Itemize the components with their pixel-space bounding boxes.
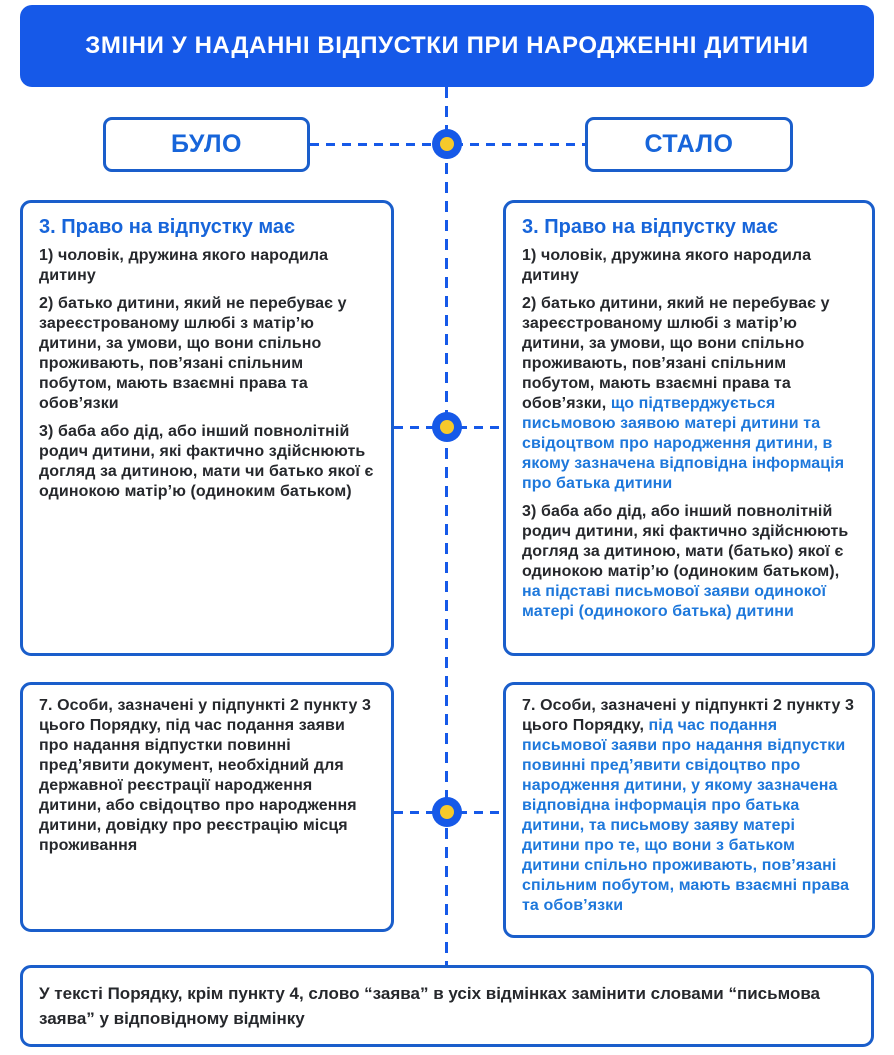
label-after-text: СТАЛО [644, 130, 734, 158]
section-body [522, 246, 857, 622]
connector-node-icon [432, 129, 462, 159]
label-before-text: БУЛО [171, 130, 242, 158]
before-point-7-box [20, 682, 394, 932]
after-point-3-box [503, 200, 875, 656]
connector-node-core [440, 420, 454, 434]
body-text: 2) батько дитини, який не перебуває у зареєстрованому шлюбі з матір’ю дитини, за умови, що вони спільно проживають, пов’язані спільним побутом, мають взаємні права та обов’язки, [522, 295, 830, 412]
page-title: ЗМІНИ У НАДАННІ ВІДПУСТКИ ПРИ НАРОДЖЕННІ ДИТИНИ [85, 32, 809, 59]
before-point-3-box [20, 200, 394, 656]
highlighted-text: під час подання письмової заяви про надання відпустки повинні пред’явити свідоцтво про народження дитини, у якому зазначена відповідна інформація про батька дитини, та письмову заяву матері дитини про те, що вони з батьком дитини спільно проживають, пов’язані спільним побутом, мають взаємні права та обов’язки [522, 717, 850, 914]
paragraph [522, 294, 857, 494]
section-heading: 3. Право на відпустку має [522, 216, 779, 238]
paragraph [39, 294, 376, 414]
body-text: 3) баба або дід, або інший повнолітній родич дитини, які фактично здійснюють догляд за дитиною, мати (батько) якої є одинокою матір’ю (одиноким батьком), [522, 503, 849, 580]
header-banner [20, 5, 874, 87]
body-text: 1) чоловік, дружина якого народила дитину [39, 247, 329, 284]
section-body [39, 696, 376, 856]
paragraph [522, 246, 857, 286]
label-before [103, 117, 310, 172]
center-vertical-dashed-line [445, 87, 448, 965]
footer-note-box [20, 965, 874, 1047]
body-text: 2) батько дитини, який не перебуває у зареєстрованому шлюбі з матір’ю дитини, за умови, що вони спільно проживають, пов’язані спільним побутом, мають взаємні права та обов’язки [39, 295, 347, 412]
body-text: 7. Особи, зазначені у підпункті 2 пункту 3 цього Порядку, під час подання заяви про надання відпустки повинні пред’явити документ, необхідний для державної реєстрації народження дитини, або свідоцтво про народження дитини, довідку про реєстрацію місця проживання [39, 697, 372, 854]
section-body [522, 696, 857, 916]
paragraph [39, 696, 376, 856]
body-text: 7. Особи, зазначені у підпункті 2 пункту 3 цього Порядку, [522, 697, 855, 734]
connector-node-core [440, 805, 454, 819]
label-after [585, 117, 793, 172]
body-text: 3) баба або дід, або інший повнолітній родич дитини, які фактично здійснюють догляд за дитиною, мати чи батько якої є одинокою матір’ю (одиноким батьком) [39, 423, 374, 500]
after-point-7-box [503, 682, 875, 938]
body-text: 1) чоловік, дружина якого народила дитину [522, 247, 812, 284]
highlighted-text: на підставі письмової заяви одинокої матері (одинокого батька) дитини [522, 583, 827, 620]
section-heading: 3. Право на відпустку має [39, 216, 296, 238]
highlighted-text: що підтверджується письмовою заявою матері дитини та свідоцтвом про народження дитини, в якому зазначена відповідна інформація про батька дитини [522, 395, 845, 492]
connector-node-icon [432, 412, 462, 442]
connector-node-core [440, 137, 454, 151]
connector-node-icon [432, 797, 462, 827]
paragraph [39, 246, 376, 286]
section-body [39, 246, 376, 502]
footer-note-text: У тексті Порядку, крім пункту 4, слово “заява” в усіх відмінках замінити словами “письмова заява” у відповідному відмінку [39, 984, 821, 1028]
paragraph [39, 422, 376, 502]
paragraph [522, 696, 857, 916]
paragraph [522, 502, 857, 622]
